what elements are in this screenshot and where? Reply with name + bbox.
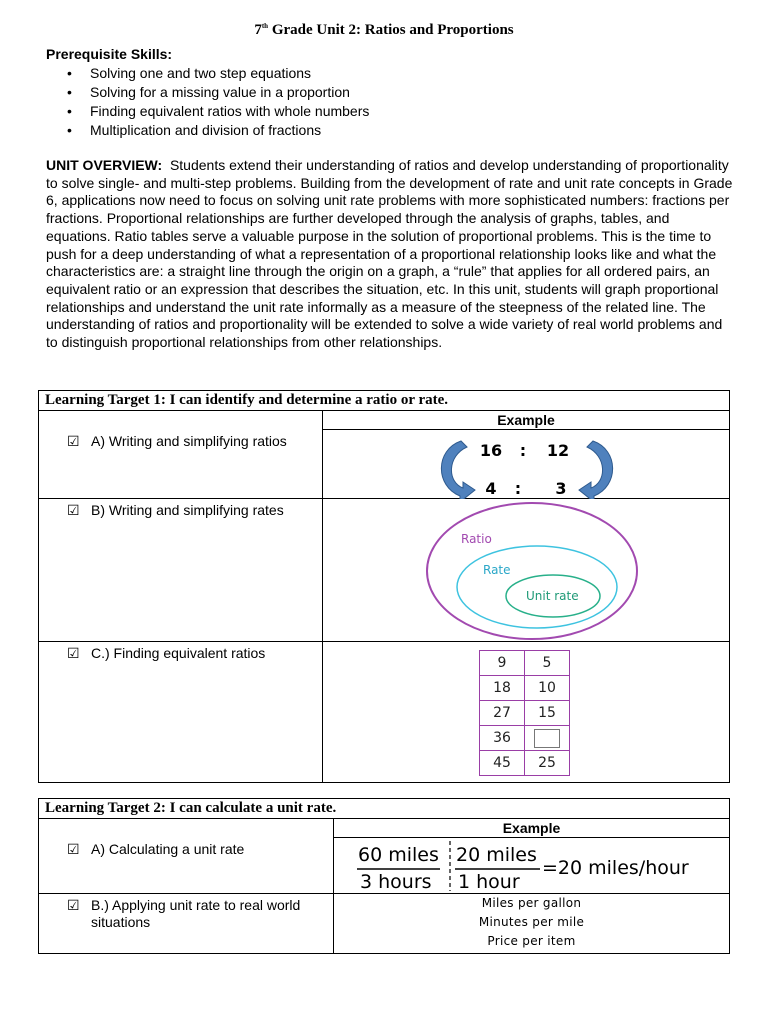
checkbox-checked-icon: ☑: [67, 432, 80, 449]
checkbox-checked-icon: ☑: [67, 897, 80, 913]
venn-diagram: [323, 499, 731, 642]
prerequisite-item: Finding equivalent ratios with whole numbers: [90, 103, 370, 119]
list-item: [46, 64, 369, 83]
learning-target-1-heading: Learning Target 1: I can identify and determine a ratio or rate.: [39, 391, 730, 411]
table-cell: 27: [480, 701, 525, 726]
page-title: [0, 22, 768, 39]
table-cell: 9: [480, 651, 525, 676]
unit-rate-fraction-graphic: [334, 838, 730, 894]
prerequisite-item: Solving one and two step equations: [90, 65, 312, 81]
table-cell: 25: [525, 751, 570, 776]
title-superscript: th: [261, 22, 269, 30]
prerequisite-heading: Prerequisite Skills:: [46, 46, 173, 62]
unit-rate-example: [334, 838, 730, 894]
venn-example: [323, 499, 730, 642]
application-list: [334, 894, 729, 951]
list-item: Miles per gallon: [481, 896, 582, 910]
bullet-icon: •: [67, 84, 72, 100]
target-item: [39, 642, 323, 783]
target-item: [39, 499, 323, 642]
venn-unit-rate-label: Unit rate: [526, 589, 579, 603]
checkbox-checked-icon: ☑: [67, 645, 80, 661]
example-header: Example: [334, 819, 730, 838]
ratio-bottom-left: 4: [485, 479, 497, 498]
ratio-ellipse: [427, 503, 637, 639]
left-arrow-icon: [441, 441, 475, 499]
prerequisite-item: Solving for a missing value in a proportion: [90, 84, 350, 100]
table-cell: [39, 819, 334, 838]
target-item-label: B.) Applying unit rate to real world situations: [91, 897, 301, 930]
list-item: [46, 83, 369, 102]
unit-overview: [46, 157, 736, 352]
table-cell: 18: [480, 676, 525, 701]
ratio-arrows-graphic: [323, 430, 731, 499]
table-cell: 10: [525, 676, 570, 701]
applications-example: [334, 894, 730, 954]
overview-heading: UNIT OVERVIEW:: [46, 157, 163, 173]
table-row: [480, 726, 570, 751]
prerequisite-list: [46, 64, 369, 140]
checkbox-checked-icon: ☑: [67, 840, 80, 857]
table-row: [480, 651, 570, 676]
target-item: [39, 430, 323, 499]
table-cell: 5: [525, 651, 570, 676]
ratio-top-left: 16: [479, 441, 503, 460]
target-item-label: C.) Finding equivalent ratios: [91, 645, 266, 661]
target-item: [39, 838, 334, 894]
table-cell-blank: [525, 726, 570, 751]
ratio-bottom-right: 3: [555, 479, 567, 498]
target-item-label: B) Writing and simplifying rates: [91, 502, 284, 518]
right-arrow-icon: [579, 441, 613, 499]
target-item-label: A) Writing and simplifying ratios: [91, 432, 287, 449]
title-grade-number: 7: [254, 22, 262, 38]
example-header: Example: [323, 411, 730, 430]
table-row: [480, 676, 570, 701]
list-item: [46, 102, 369, 121]
fraction-1-numerator: 60 miles: [358, 844, 439, 866]
list-item: Price per item: [487, 934, 576, 948]
fraction-2-denominator: 1 hour: [458, 871, 520, 893]
ratio-bottom-colon: :: [514, 479, 522, 498]
title-text: Grade Unit 2: Ratios and Proportions: [268, 22, 514, 38]
blank-answer-box: [534, 729, 560, 748]
ratio-top-right: 12: [546, 441, 570, 460]
prerequisite-item: Multiplication and division of fractions: [90, 122, 322, 138]
fraction-2-numerator: 20 miles: [456, 844, 537, 866]
table-row: [480, 751, 570, 776]
checkbox-checked-icon: ☑: [67, 502, 80, 518]
list-item: [46, 121, 369, 140]
ratio-top-colon: :: [519, 441, 527, 460]
target-item: [39, 894, 334, 954]
table-cell: 36: [480, 726, 525, 751]
learning-target-2-heading: Learning Target 2: I can calculate a unit rate.: [39, 799, 730, 819]
table-cell: 15: [525, 701, 570, 726]
table-row: [480, 701, 570, 726]
target-item-label: A) Calculating a unit rate: [91, 840, 245, 857]
learning-target-1-table: [38, 390, 730, 783]
ratio-table-example: [323, 642, 730, 783]
fraction-1-denominator: 3 hours: [360, 871, 432, 893]
bullet-icon: •: [67, 103, 72, 119]
list-item: Minutes per mile: [478, 915, 585, 929]
ratio-arrow-example: [323, 430, 730, 499]
table-cell: 45: [480, 751, 525, 776]
overview-text: Students extend their understanding of ratios and develop understanding of proportionality to solve single- and multi-step problems. Building from the development of rate and unit rate concepts in Grade 6, applications now need to focus on solving unit rate problems with more sophisticated numbers: fractions per fractions. Proportional relationships are further developed through the analysis of graphs, tables, and equations. Ratio tables serve a valuable purpose in the solution of proportional problems. This is the time to push for a deep understanding of what a representation of a proportional relationship looks like and what the characteristics are: a straight line through the origin on a graph, a “rule” that applies for all ordered pairs, an equivalent ratio or an expression that describes the situation, etc. In this unit, students will graph proportional relationships and understand the unit rate informally as a measure of the steepness of the related line. The understanding of ratios and proportionality will be extended to solve a wide variety of real world problems and to distinguish proportional relationships from other relationships.: [46, 157, 733, 351]
bullet-icon: •: [67, 65, 72, 81]
learning-target-2-table: [38, 798, 730, 954]
bullet-icon: •: [67, 122, 72, 138]
unit-rate-result: =20 miles/hour: [542, 857, 689, 879]
venn-rate-label: Rate: [483, 563, 511, 577]
equivalent-ratio-table: [479, 650, 570, 776]
table-cell: [39, 411, 323, 430]
venn-ratio-label: Ratio: [461, 532, 492, 546]
